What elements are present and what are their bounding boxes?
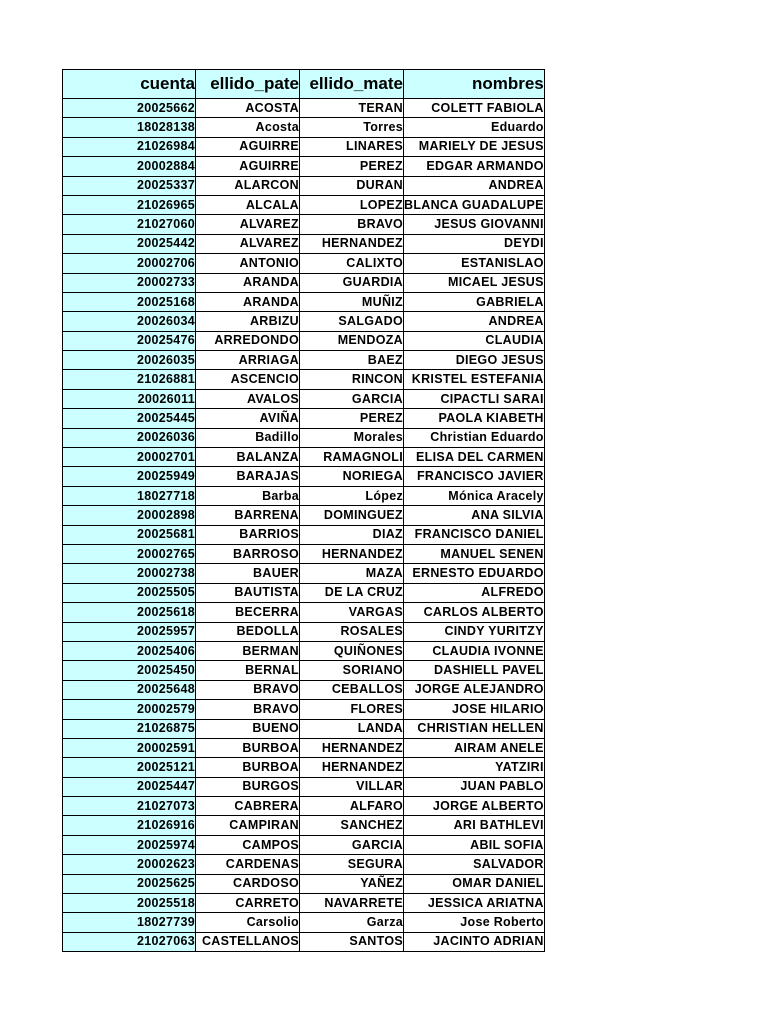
cell-cuenta[interactable]: 20025447 [63,777,196,796]
table-row [63,118,545,137]
table-row [63,797,545,816]
cell-apellido-materno[interactable]: DIAZ [300,525,404,544]
cell-nombres[interactable]: OMAR DANIEL [404,874,545,893]
cell-cuenta[interactable]: 20026011 [63,389,196,408]
table-row [63,99,545,118]
table-row [63,622,545,641]
cell-apellido-paterno[interactable]: ARRIAGA [196,351,300,370]
table-row [63,855,545,874]
cell-nombres[interactable]: JESUS GIOVANNI [404,215,545,234]
cell-nombres[interactable]: ANDREA [404,176,545,195]
cell-cuenta[interactable]: 20025168 [63,292,196,311]
cell-nombres[interactable]: ARI BATHLEVI [404,816,545,835]
cell-apellido-materno[interactable]: PEREZ [300,409,404,428]
cell-nombres[interactable]: CIPACTLI SARAI [404,389,545,408]
cell-nombres[interactable]: COLETT FABIOLA [404,99,545,118]
cell-cuenta[interactable]: 20025949 [63,467,196,486]
cell-apellido-paterno[interactable]: AVALOS [196,389,300,408]
cell-nombres[interactable]: CHRISTIAN HELLEN [404,719,545,738]
cell-cuenta[interactable]: 21027063 [63,932,196,951]
cell-nombres[interactable]: FRANCISCO JAVIER [404,467,545,486]
cell-nombres[interactable]: DEYDI [404,234,545,253]
cell-apellido-paterno[interactable]: Badillo [196,428,300,447]
cell-cuenta[interactable]: 20025974 [63,835,196,854]
cell-nombres[interactable]: SALVADOR [404,855,545,874]
cell-cuenta[interactable]: 20002884 [63,157,196,176]
cell-apellido-paterno[interactable]: BURBOA [196,738,300,757]
cell-apellido-materno[interactable]: TERAN [300,99,404,118]
cell-cuenta[interactable]: 20025121 [63,758,196,777]
cell-apellido-materno[interactable]: BRAVO [300,215,404,234]
table-row [63,661,545,680]
table-row [63,777,545,796]
cell-nombres[interactable]: Mónica Aracely [404,486,545,505]
table-row [63,583,545,602]
cell-cuenta[interactable]: 20002898 [63,506,196,525]
table-row [63,932,545,951]
header-row [63,70,545,99]
cell-nombres[interactable]: ANDREA [404,312,545,331]
cell-apellido-materno[interactable]: VARGAS [300,603,404,622]
header-apellido-materno[interactable]: ellido_mate [300,70,404,99]
cell-apellido-paterno[interactable]: ARANDA [196,273,300,292]
cell-cuenta[interactable]: 20025442 [63,234,196,253]
cell-apellido-paterno[interactable]: BURGOS [196,777,300,796]
cell-cuenta[interactable]: 20025406 [63,641,196,660]
cell-apellido-paterno[interactable]: Carsolio [196,913,300,932]
cell-apellido-materno[interactable]: NORIEGA [300,467,404,486]
cell-apellido-paterno[interactable]: BERMAN [196,641,300,660]
cell-apellido-paterno[interactable]: BUENO [196,719,300,738]
cell-cuenta[interactable]: 21026916 [63,816,196,835]
cell-cuenta[interactable]: 20026034 [63,312,196,331]
cell-cuenta[interactable]: 18027739 [63,913,196,932]
table-row [63,312,545,331]
cell-apellido-paterno[interactable]: CASTELLANOS [196,932,300,951]
cell-cuenta[interactable]: 18027718 [63,486,196,505]
cell-nombres[interactable]: ESTANISLAO [404,254,545,273]
cell-apellido-paterno[interactable]: BRAVO [196,680,300,699]
cell-apellido-materno[interactable]: GUARDIA [300,273,404,292]
cell-apellido-paterno[interactable]: BARRIOS [196,525,300,544]
cell-nombres[interactable]: MICAEL JESUS [404,273,545,292]
student-table [62,69,545,952]
cell-apellido-paterno[interactable]: CAMPOS [196,835,300,854]
cell-apellido-materno[interactable]: HERNANDEZ [300,544,404,563]
table-row [63,641,545,660]
cell-nombres[interactable]: BLANCA GUADALUPE [404,195,545,214]
cell-apellido-materno[interactable]: López [300,486,404,505]
cell-apellido-materno[interactable]: GARCIA [300,835,404,854]
cell-apellido-materno[interactable]: LOPEZ [300,195,404,214]
cell-apellido-paterno[interactable]: BARRENA [196,506,300,525]
cell-cuenta[interactable]: 20002591 [63,738,196,757]
cell-cuenta[interactable]: 20002738 [63,564,196,583]
cell-nombres[interactable]: FRANCISCO DANIEL [404,525,545,544]
cell-apellido-paterno[interactable]: ACOSTA [196,99,300,118]
cell-cuenta[interactable]: 20025518 [63,894,196,913]
cell-cuenta[interactable]: 20025648 [63,680,196,699]
table-row [63,719,545,738]
cell-apellido-materno[interactable]: SORIANO [300,661,404,680]
cell-cuenta[interactable]: 20025662 [63,99,196,118]
cell-cuenta[interactable]: 20025957 [63,622,196,641]
cell-apellido-paterno[interactable]: AVIÑA [196,409,300,428]
cell-apellido-paterno[interactable]: BALANZA [196,448,300,467]
table-row [63,758,545,777]
cell-apellido-materno[interactable]: ROSALES [300,622,404,641]
cell-apellido-paterno[interactable]: ARANDA [196,292,300,311]
cell-nombres[interactable]: CLAUDIA IVONNE [404,641,545,660]
cell-apellido-materno[interactable]: LINARES [300,137,404,156]
cell-apellido-materno[interactable]: CEBALLOS [300,680,404,699]
cell-apellido-materno[interactable]: HERNANDEZ [300,758,404,777]
cell-apellido-paterno[interactable]: BRAVO [196,700,300,719]
cell-nombres[interactable]: CINDY YURITZY [404,622,545,641]
cell-apellido-materno[interactable]: QUIÑONES [300,641,404,660]
cell-nombres[interactable]: JACINTO ADRIAN [404,932,545,951]
cell-nombres[interactable]: DIEGO JESUS [404,351,545,370]
cell-apellido-paterno[interactable]: BECERRA [196,603,300,622]
cell-apellido-paterno[interactable]: BEDOLLA [196,622,300,641]
table-row [63,195,545,214]
cell-apellido-materno[interactable]: DE LA CRUZ [300,583,404,602]
cell-cuenta[interactable]: 18028138 [63,118,196,137]
header-nombres[interactable]: nombres [404,70,545,99]
table-row [63,215,545,234]
cell-apellido-paterno[interactable]: BURBOA [196,758,300,777]
cell-apellido-paterno[interactable]: BAUER [196,564,300,583]
cell-apellido-paterno[interactable]: CAMPIRAN [196,816,300,835]
table-row [63,273,545,292]
cell-apellido-materno[interactable]: RAMAGNOLI [300,448,404,467]
table-row [63,700,545,719]
cell-nombres[interactable]: PAOLA KIABETH [404,409,545,428]
cell-cuenta[interactable]: 21027073 [63,797,196,816]
cell-apellido-materno[interactable]: PEREZ [300,157,404,176]
cell-apellido-paterno[interactable]: CABRERA [196,797,300,816]
cell-cuenta[interactable]: 20002701 [63,448,196,467]
cell-apellido-materno[interactable]: FLORES [300,700,404,719]
cell-cuenta[interactable]: 20025445 [63,409,196,428]
cell-nombres[interactable]: JESSICA ARIATNA [404,894,545,913]
cell-apellido-materno[interactable]: DURAN [300,176,404,195]
table-row [63,874,545,893]
cell-apellido-materno[interactable]: HERNANDEZ [300,738,404,757]
cell-apellido-materno[interactable]: ALFARO [300,797,404,816]
cell-nombres[interactable]: Eduardo [404,118,545,137]
cell-apellido-materno[interactable]: DOMINGUEZ [300,506,404,525]
cell-nombres[interactable]: KRISTEL ESTEFANIA [404,370,545,389]
table-row [63,486,545,505]
cell-apellido-materno[interactable]: Torres [300,118,404,137]
table-row [63,467,545,486]
table-row [63,564,545,583]
cell-cuenta[interactable]: 20002765 [63,544,196,563]
cell-apellido-paterno[interactable]: ALARCON [196,176,300,195]
cell-cuenta[interactable]: 20026036 [63,428,196,447]
cell-cuenta[interactable]: 20025337 [63,176,196,195]
cell-cuenta[interactable]: 21026875 [63,719,196,738]
cell-nombres[interactable]: Jose Roberto [404,913,545,932]
cell-nombres[interactable]: Christian Eduardo [404,428,545,447]
cell-nombres[interactable]: JORGE ALBERTO [404,797,545,816]
cell-apellido-materno[interactable]: SANCHEZ [300,816,404,835]
cell-apellido-paterno[interactable]: ANTONIO [196,254,300,273]
cell-nombres[interactable]: CARLOS ALBERTO [404,603,545,622]
cell-nombres[interactable]: EDGAR ARMANDO [404,157,545,176]
table-row [63,448,545,467]
cell-nombres[interactable]: GABRIELA [404,292,545,311]
cell-nombres[interactable]: AIRAM ANELE [404,738,545,757]
cell-apellido-materno[interactable]: GARCIA [300,389,404,408]
cell-apellido-paterno[interactable]: ALVAREZ [196,234,300,253]
cell-nombres[interactable]: YATZIRI [404,758,545,777]
cell-apellido-paterno[interactable]: ARREDONDO [196,331,300,350]
cell-apellido-materno[interactable]: SANTOS [300,932,404,951]
table-row [63,389,545,408]
cell-nombres[interactable]: ERNESTO EDUARDO [404,564,545,583]
cell-cuenta[interactable]: 20025505 [63,583,196,602]
cell-nombres[interactable]: ABIL SOFIA [404,835,545,854]
table-row [63,137,545,156]
cell-apellido-materno[interactable]: RINCON [300,370,404,389]
table-row [63,370,545,389]
table-row [63,176,545,195]
table-row [63,603,545,622]
cell-apellido-materno[interactable]: VILLAR [300,777,404,796]
cell-apellido-paterno[interactable]: AGUIRRE [196,157,300,176]
cell-apellido-materno[interactable]: NAVARRETE [300,894,404,913]
table-row [63,254,545,273]
cell-cuenta[interactable]: 20002579 [63,700,196,719]
cell-apellido-paterno[interactable]: AGUIRRE [196,137,300,156]
cell-apellido-materno[interactable]: BAEZ [300,351,404,370]
table-row [63,506,545,525]
cell-apellido-materno[interactable]: MAZA [300,564,404,583]
table-row [63,234,545,253]
cell-cuenta[interactable]: 20025476 [63,331,196,350]
cell-cuenta[interactable]: 21026881 [63,370,196,389]
cell-apellido-paterno[interactable]: BERNAL [196,661,300,680]
cell-cuenta[interactable]: 20026035 [63,351,196,370]
table-row [63,680,545,699]
cell-apellido-materno[interactable]: HERNANDEZ [300,234,404,253]
cell-apellido-materno[interactable]: MUÑIZ [300,292,404,311]
cell-apellido-paterno[interactable]: CARDENAS [196,855,300,874]
cell-apellido-materno[interactable]: Garza [300,913,404,932]
cell-cuenta[interactable]: 20025618 [63,603,196,622]
cell-nombres[interactable]: ANA SILVIA [404,506,545,525]
cell-apellido-materno[interactable]: SALGADO [300,312,404,331]
cell-apellido-paterno[interactable]: CARDOSO [196,874,300,893]
cell-apellido-paterno[interactable]: BARROSO [196,544,300,563]
cell-apellido-materno[interactable]: CALIXTO [300,254,404,273]
cell-nombres[interactable]: JORGE ALEJANDRO [404,680,545,699]
cell-cuenta[interactable]: 21027060 [63,215,196,234]
table-row [63,738,545,757]
cell-cuenta[interactable]: 20025681 [63,525,196,544]
cell-apellido-paterno[interactable]: CARRETO [196,894,300,913]
table-row [63,157,545,176]
cell-nombres[interactable]: MANUEL SENEN [404,544,545,563]
table-row [63,816,545,835]
cell-apellido-materno[interactable]: MENDOZA [300,331,404,350]
cell-cuenta[interactable]: 21026965 [63,195,196,214]
cell-apellido-paterno[interactable]: BARAJAS [196,467,300,486]
cell-nombres[interactable]: DASHIELL PAVEL [404,661,545,680]
cell-nombres[interactable]: MARIELY DE JESUS [404,137,545,156]
cell-apellido-paterno[interactable]: Acosta [196,118,300,137]
cell-nombres[interactable]: CLAUDIA [404,331,545,350]
cell-apellido-paterno[interactable]: ARBIZU [196,312,300,331]
header-cuenta[interactable]: cuenta [63,70,196,99]
cell-cuenta[interactable]: 20025450 [63,661,196,680]
cell-apellido-materno[interactable]: Morales [300,428,404,447]
cell-nombres[interactable]: JOSE HILARIO [404,700,545,719]
cell-cuenta[interactable]: 20002623 [63,855,196,874]
table-row [63,835,545,854]
table-row [63,428,545,447]
header-apellido-paterno[interactable]: ellido_pate [196,70,300,99]
table-body [63,99,545,952]
cell-cuenta[interactable]: 20002706 [63,254,196,273]
table-row [63,331,545,350]
table-row [63,894,545,913]
table-row [63,351,545,370]
table-row [63,525,545,544]
cell-apellido-materno[interactable]: YAÑEZ [300,874,404,893]
cell-apellido-materno[interactable]: LANDA [300,719,404,738]
cell-apellido-paterno[interactable]: ASCENCIO [196,370,300,389]
cell-apellido-paterno[interactable]: BAUTISTA [196,583,300,602]
cell-nombres[interactable]: ALFREDO [404,583,545,602]
cell-cuenta[interactable]: 20002733 [63,273,196,292]
cell-apellido-materno[interactable]: SEGURA [300,855,404,874]
table-row [63,913,545,932]
table-row [63,544,545,563]
cell-apellido-paterno[interactable]: ALVAREZ [196,215,300,234]
cell-apellido-paterno[interactable]: Barba [196,486,300,505]
table-row [63,292,545,311]
cell-nombres[interactable]: ELISA DEL CARMEN [404,448,545,467]
cell-cuenta[interactable]: 21026984 [63,137,196,156]
table-row [63,409,545,428]
cell-cuenta[interactable]: 20025625 [63,874,196,893]
cell-nombres[interactable]: JUAN PABLO [404,777,545,796]
cell-apellido-paterno[interactable]: ALCALA [196,195,300,214]
